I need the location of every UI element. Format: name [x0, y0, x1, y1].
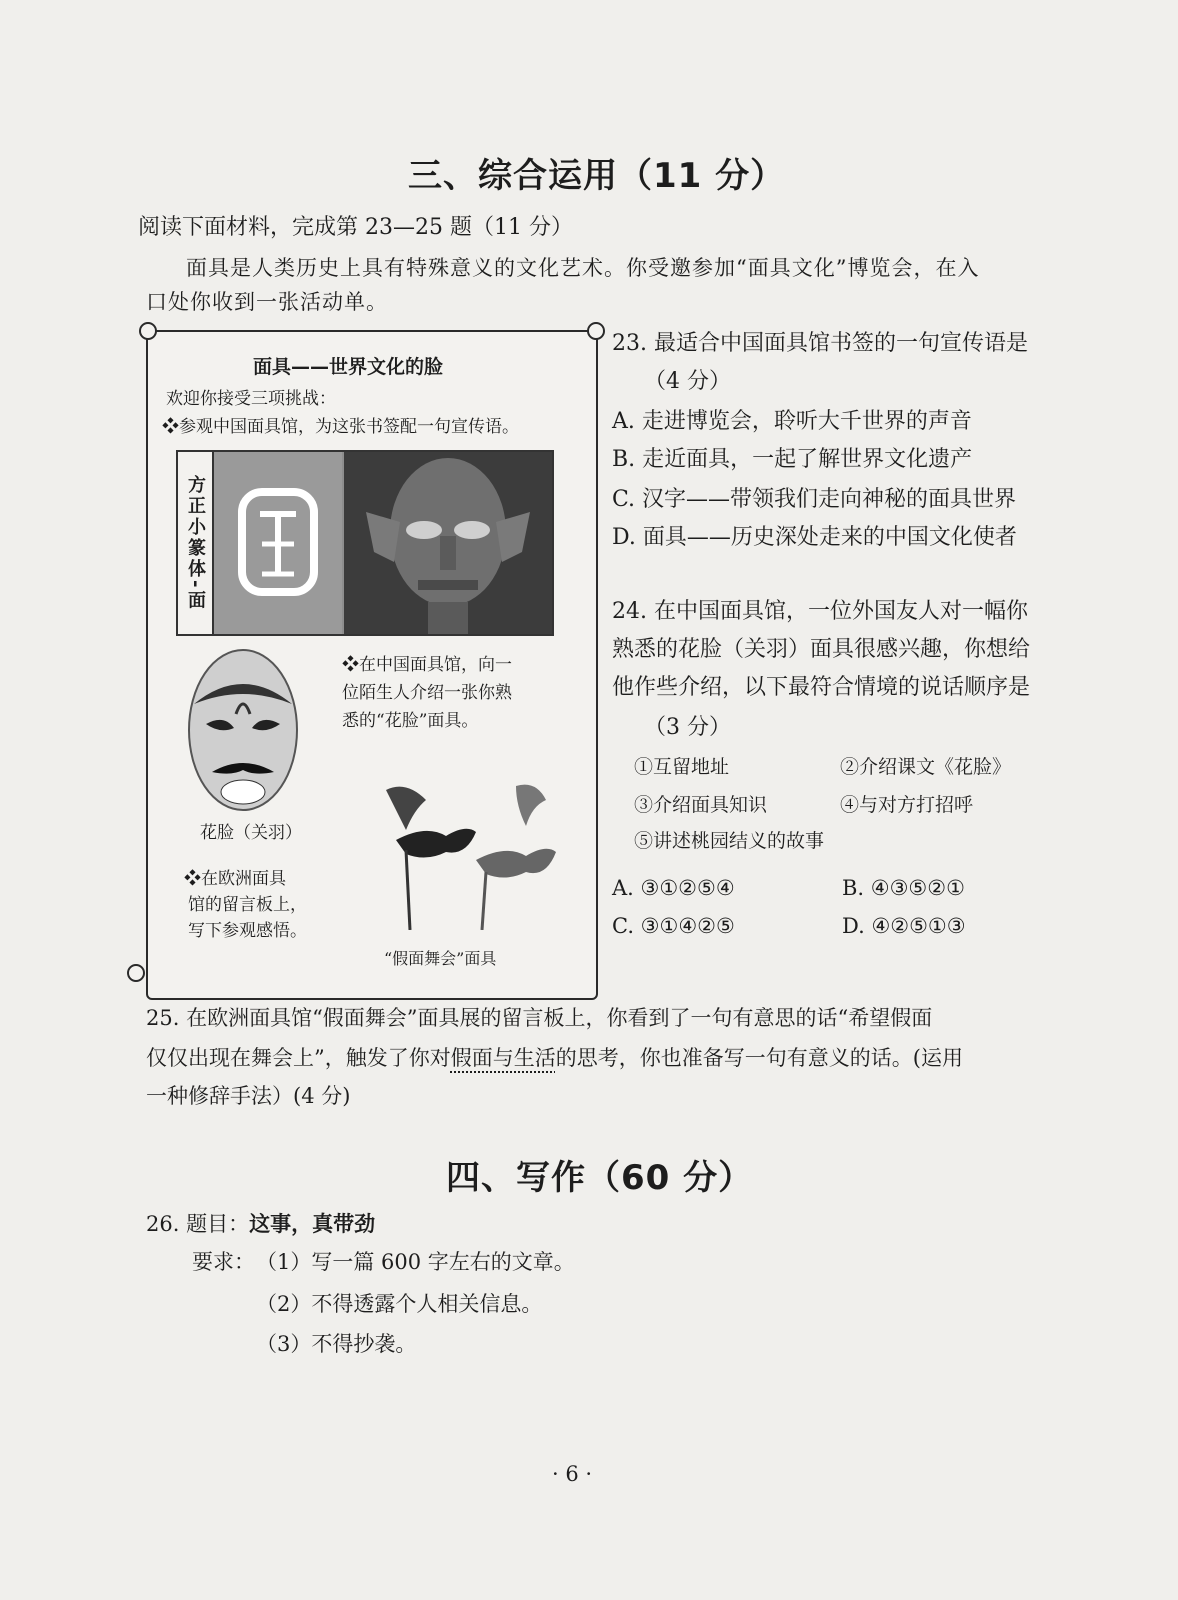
scroll-curl-top [139, 322, 157, 340]
section3-para-line2: 口处你收到一张活动单。 [146, 290, 388, 314]
q23-option-a: A. 走进博览会，聆听大千世界的声音 [612, 409, 972, 434]
section3-intro: 阅读下面材料，完成第 23—25 题（11 分） [138, 215, 573, 240]
q24-item-5: ⑤讲述桃园结义的故事 [634, 830, 825, 852]
q25-emphasis: 假面与生活 [450, 1046, 556, 1070]
q24-item-4: ④与对方打招呼 [840, 794, 974, 816]
masquerade-caption: “假面舞会”面具 [384, 949, 497, 968]
flyer-title: 面具——世界文化的脸 [253, 356, 444, 378]
scroll-curl-bottom [127, 964, 145, 982]
q25-line1: 25. 在欧洲面具馆“假面舞会”面具展的留言板上，你看到了一句有意思的话“希望假面 [146, 1006, 933, 1030]
bronze-mask-icon [344, 452, 552, 634]
section4-title: 四、写作（60 分） [446, 1158, 754, 1198]
q24-item-1: ①互留地址 [634, 756, 730, 778]
flyer-task3-line1: ❖在欧洲面具 [184, 869, 286, 889]
q26-number: 26. 题目： [146, 1212, 250, 1236]
q25-line2 [146, 1042, 963, 1072]
q23-option-b: B. 走近面具，一起了解世界文化遗产 [612, 447, 973, 472]
bookmark-image [176, 450, 554, 636]
flyer-task2-line3: 悉的“花脸”面具。 [342, 711, 479, 731]
q26-essay-title: 这事，真带劲 [249, 1212, 376, 1236]
q24-option-d: D. ④②⑤①③ [842, 914, 966, 938]
q24-option-a: A. ③①②⑤④ [612, 876, 735, 900]
huanlian-mask-icon [184, 644, 302, 816]
q25-line2-part3: 的思考，你也准备写一句有意义的话。(运用 [555, 1046, 963, 1070]
q25-line2-part1: 仅仅出现在舞会上”，触发了你对 [146, 1046, 451, 1070]
page-number: · 6 · [552, 1462, 593, 1486]
q26-heading [146, 1208, 375, 1238]
q23-option-d: D. 面具——历史深处走来的中国文化使者 [612, 525, 1017, 550]
flyer-welcome: 欢迎你接受三项挑战： [166, 389, 336, 409]
q24-item-2: ②介绍课文《花脸》 [840, 756, 1012, 778]
q24-option-b: B. ④③⑤②① [842, 876, 965, 900]
section3-para-line1: 面具是人类历史上具有特殊意义的文化艺术。你受邀参加“面具文化”博览会，在入 [186, 256, 980, 280]
seal-label: 方正小篆体-面 [185, 474, 206, 612]
flyer-task3-line3: 写下参观感悟。 [188, 921, 307, 941]
flyer-task2-line2: 位陌生人介绍一张你熟 [342, 683, 512, 703]
q26-requirement-3: （3）不得抄袭。 [256, 1332, 417, 1356]
q24-stem-line4: （3 分） [644, 715, 731, 740]
flyer-task3-line2: 馆的留言板上， [188, 895, 307, 915]
q24-stem-line1: 24. 在中国面具馆，一位外国友人对一幅你 [612, 599, 1028, 624]
flyer-task1: ❖参观中国面具馆，为这张书签配一句宣传语。 [162, 417, 519, 437]
activity-flyer [146, 330, 598, 1000]
flyer-task2-line1: ❖在中国面具馆，向一 [342, 655, 512, 675]
q25-line3: 一种修辞手法）(4 分) [146, 1084, 351, 1108]
q24-stem-line3: 他作些介绍，以下最符合情境的说话顺序是 [612, 675, 1031, 700]
seal-label-box [178, 452, 214, 634]
masquerade-masks-icon [366, 780, 566, 930]
q24-stem-line2: 熟悉的花脸（关羽）面具很感兴趣，你想给 [612, 637, 1031, 662]
q26-requirements-label: 要求： [192, 1250, 255, 1274]
q24-item-3: ③介绍面具知识 [634, 794, 768, 816]
q24-option-c: C. ③①④②⑤ [612, 914, 735, 938]
q23-stem-line1: 23. 最适合中国面具馆书签的一句宣传语是 [612, 331, 1028, 356]
q23-option-c: C. 汉字——带领我们走向神秘的面具世界 [612, 487, 1017, 512]
q23-stem-line2: （4 分） [644, 369, 731, 394]
q26-requirement-1: （1）写一篇 600 字左右的文章。 [256, 1250, 575, 1274]
q26-requirement-2: （2）不得透露个人相关信息。 [256, 1292, 543, 1316]
huanlian-caption: 花脸（关羽） [200, 823, 302, 843]
scroll-curl-top-right [587, 322, 605, 340]
section3-title: 三、综合运用（11 分） [408, 156, 786, 196]
seal-character-icon [214, 452, 342, 634]
